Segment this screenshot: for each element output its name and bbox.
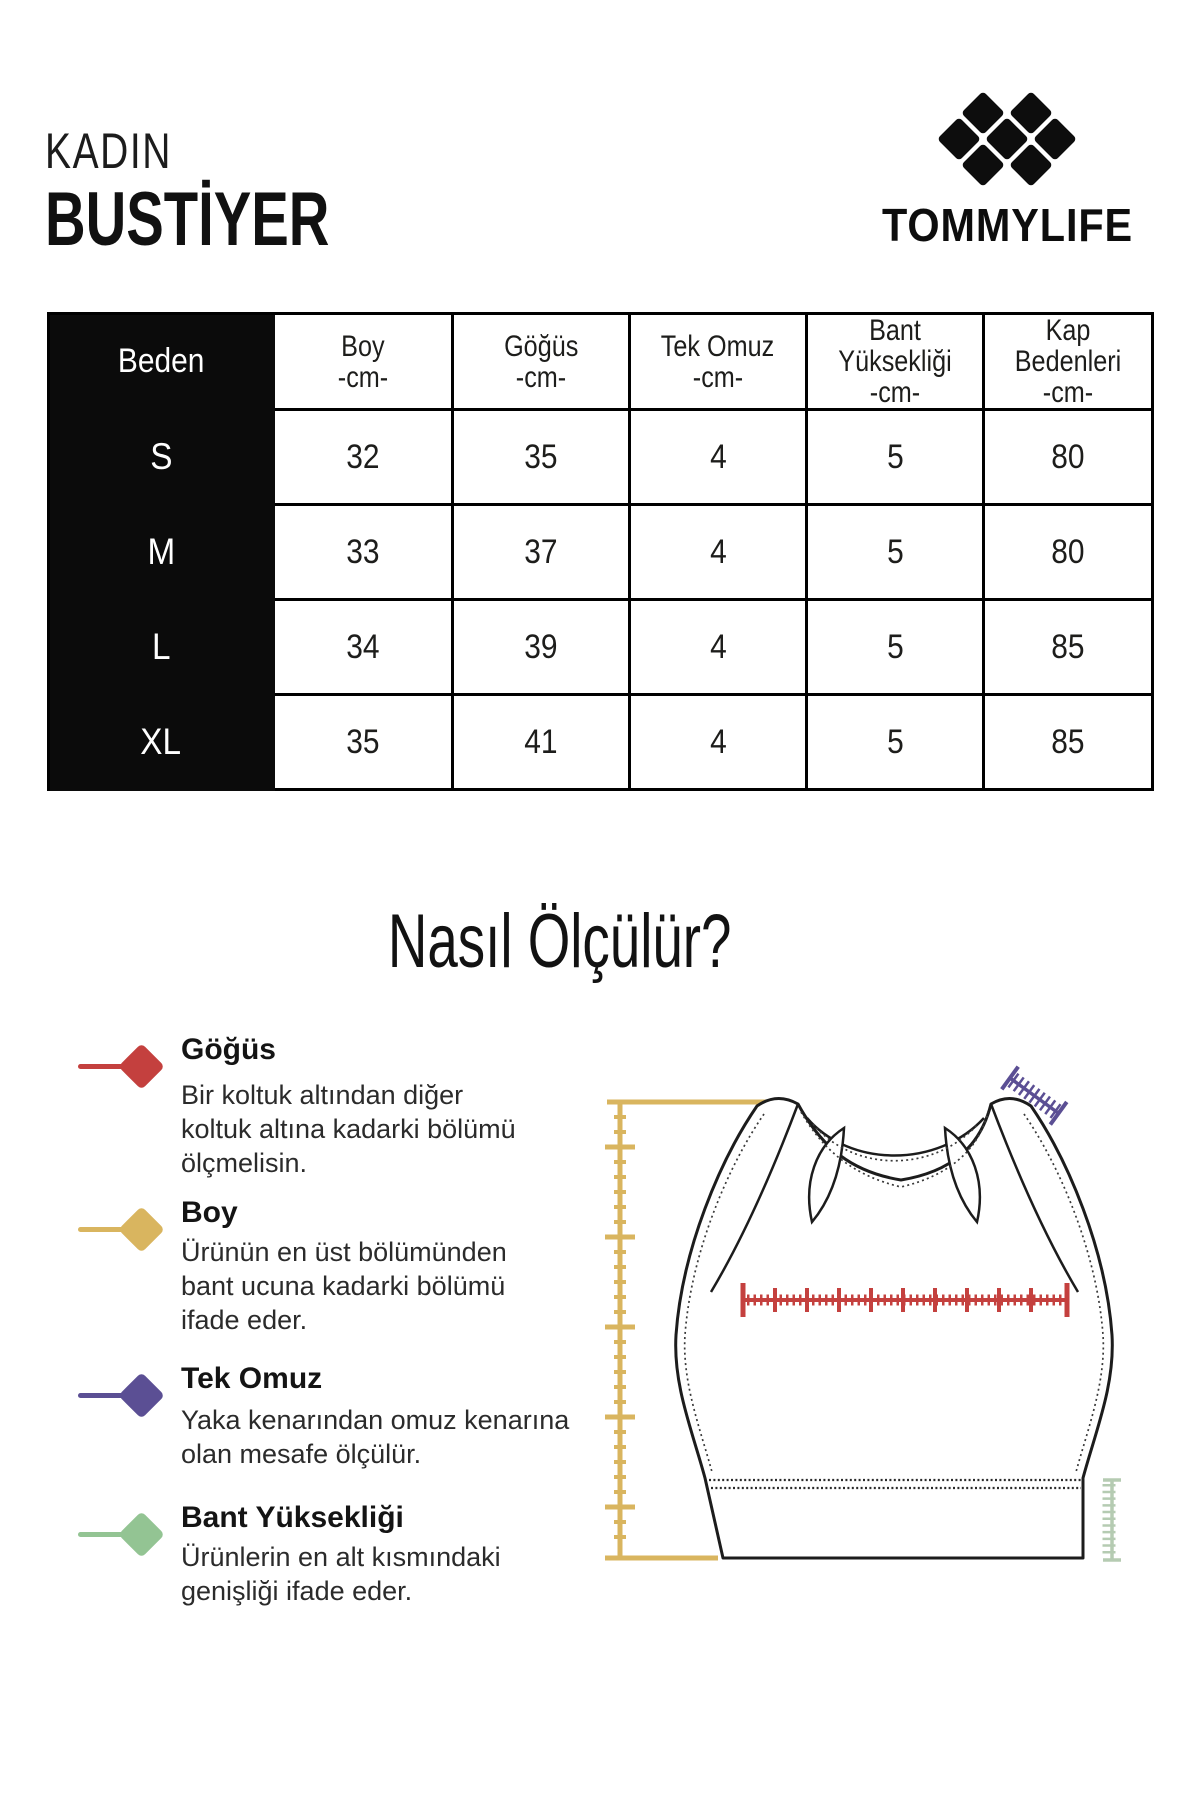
- table-cell: 5: [808, 696, 985, 791]
- legend-description: Ürünün en üst bölümünden bant ucuna kadarki bölümü ifade eder.: [181, 1237, 507, 1335]
- table-cell: 80: [985, 411, 1154, 506]
- measurement-diagram: [560, 1040, 1180, 1600]
- brand-logo: [868, 88, 1148, 252]
- size-table-header-gogus: Göğüs -cm-: [454, 315, 631, 411]
- bant-diamond-icon: [118, 1511, 165, 1558]
- legend-item-tek-omuz: [0, 1362, 600, 1502]
- bustier-drawing: [676, 1098, 1113, 1558]
- boy-diamond-icon: [118, 1206, 165, 1253]
- legend-description: Bir koltuk altından diğer koltuk altına kadarki bölümü ölçmelisin.: [181, 1080, 516, 1178]
- product-name: BUSTİYER: [45, 177, 330, 262]
- product-category: KADIN: [45, 123, 172, 179]
- table-row-size: S: [50, 411, 275, 506]
- size-table-header-boy: Boy -cm-: [275, 315, 454, 411]
- table-cell: 4: [631, 696, 808, 791]
- tek-omuz-diamond-icon: [118, 1372, 165, 1419]
- diamond-grid-logo-icon: [934, 88, 1082, 188]
- table-cell: 39: [454, 601, 631, 696]
- product-title-block: [45, 123, 429, 262]
- legend-label: Boy: [181, 1196, 238, 1229]
- table-cell: 5: [808, 411, 985, 506]
- legend-item-bant-yuksekligi: [0, 1501, 600, 1621]
- table-row-size: XL: [50, 696, 275, 791]
- table-cell: 85: [985, 696, 1154, 791]
- measure-section-title: Nasıl Ölçülür?: [388, 899, 732, 984]
- bant-ruler: [1103, 1480, 1121, 1560]
- table-cell: 4: [631, 411, 808, 506]
- table-cell: 32: [275, 411, 454, 506]
- size-table-header-kap-bedenleri: Kap Bedenleri -cm-: [985, 315, 1154, 411]
- table-cell: 5: [808, 601, 985, 696]
- table-cell: 4: [631, 601, 808, 696]
- legend-description: Yaka kenarından omuz kenarına olan mesafe ölçülür.: [181, 1405, 570, 1469]
- table-cell: 37: [454, 506, 631, 601]
- legend-item-gogus: [0, 1033, 600, 1193]
- table-row-size: M: [50, 506, 275, 601]
- table-cell: 35: [275, 696, 454, 791]
- legend-label: Göğüs: [181, 1033, 276, 1066]
- table-cell: 34: [275, 601, 454, 696]
- size-table: [47, 312, 1154, 791]
- table-cell: 41: [454, 696, 631, 791]
- legend-description: Ürünlerin en alt kısmındaki genişliği ifade eder.: [181, 1542, 501, 1606]
- size-table-header-beden: Beden: [50, 315, 275, 411]
- legend-item-boy: [0, 1196, 600, 1356]
- table-cell: 35: [454, 411, 631, 506]
- brand-name: TOMMYLIFE: [882, 199, 1134, 251]
- table-cell: 4: [631, 506, 808, 601]
- table-cell: 5: [808, 506, 985, 601]
- table-cell: 80: [985, 506, 1154, 601]
- legend-label: Bant Yüksekliği: [181, 1501, 404, 1534]
- table-cell: 33: [275, 506, 454, 601]
- table-cell: 85: [985, 601, 1154, 696]
- legend-label: Tek Omuz: [181, 1362, 323, 1395]
- size-table-header-tek-omuz: Tek Omuz -cm-: [631, 315, 808, 411]
- gogus-diamond-icon: [118, 1043, 165, 1090]
- size-table-header-bant-yuksekligi: Bant Yüksekliği -cm-: [808, 315, 985, 411]
- table-row-size: L: [50, 601, 275, 696]
